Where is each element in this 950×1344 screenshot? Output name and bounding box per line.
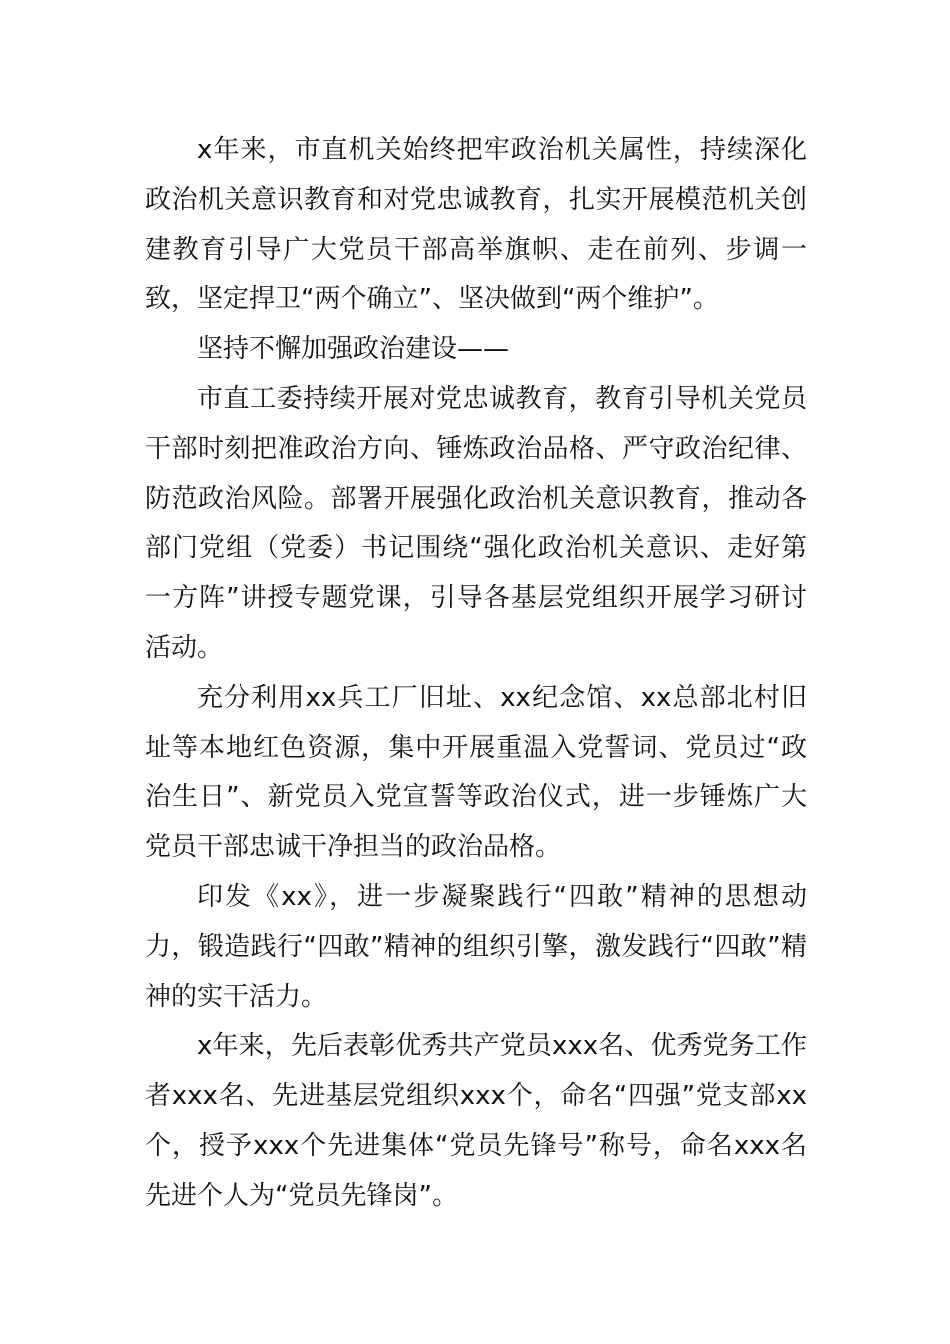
paragraph-commendations: x年来，先后表彰优秀共产党员xxx名、优秀党务工作者xxx名、先进基层党组织xxx个，命名“四强”党支部xx个，授予xxx个先进集体“党员先锋号”称号，命名xxx名先进个人为“党员先锋岗”。 xyxy=(145,1031,807,1211)
paragraph-four-dares: 印发《xx》，进一步凝聚践行“四敢”精神的思想动力，锻造践行“四敢”精神的组织引擎，激发践行“四敢”精神的实干活力。 xyxy=(145,881,807,1012)
paragraph-loyalty-education: 市直工委持续开展对党忠诚教育，教育引导机关党员干部时刻把准政治方向、锤炼政治品格、严守政治纪律、防范政治风险。部署开展强化政治机关意识教育，推动各部门党组（党委）书记围绕“强化政治机关意识、走好第一方阵”讲授专题党课，引导各基层党组织开展学习研讨活动。 xyxy=(145,383,807,663)
section-heading: 坚持不懈加强政治建设—— xyxy=(197,334,510,365)
paragraph-intro: x年来，市直机关始终把牢政治机关属性，持续深化政治机关意识教育和对党忠诚教育，扎实开展模范机关创建教育引导广大党员干部高举旗帜、走在前列、步调一致，坚定捍卫“两个确立”、坚决做到“两个维护”。 xyxy=(145,135,807,315)
paragraph-red-resources: 充分利用xx兵工厂旧址、xx纪念馆、xx总部北村旧址等本地红色资源，集中开展重温入党誓词、党员过“政治生日”、新党员入党宣誓等政治仪式，进一步锤炼广大党员干部忠诚干净担当的政治品格。 xyxy=(145,682,807,863)
document-body xyxy=(145,126,807,1222)
